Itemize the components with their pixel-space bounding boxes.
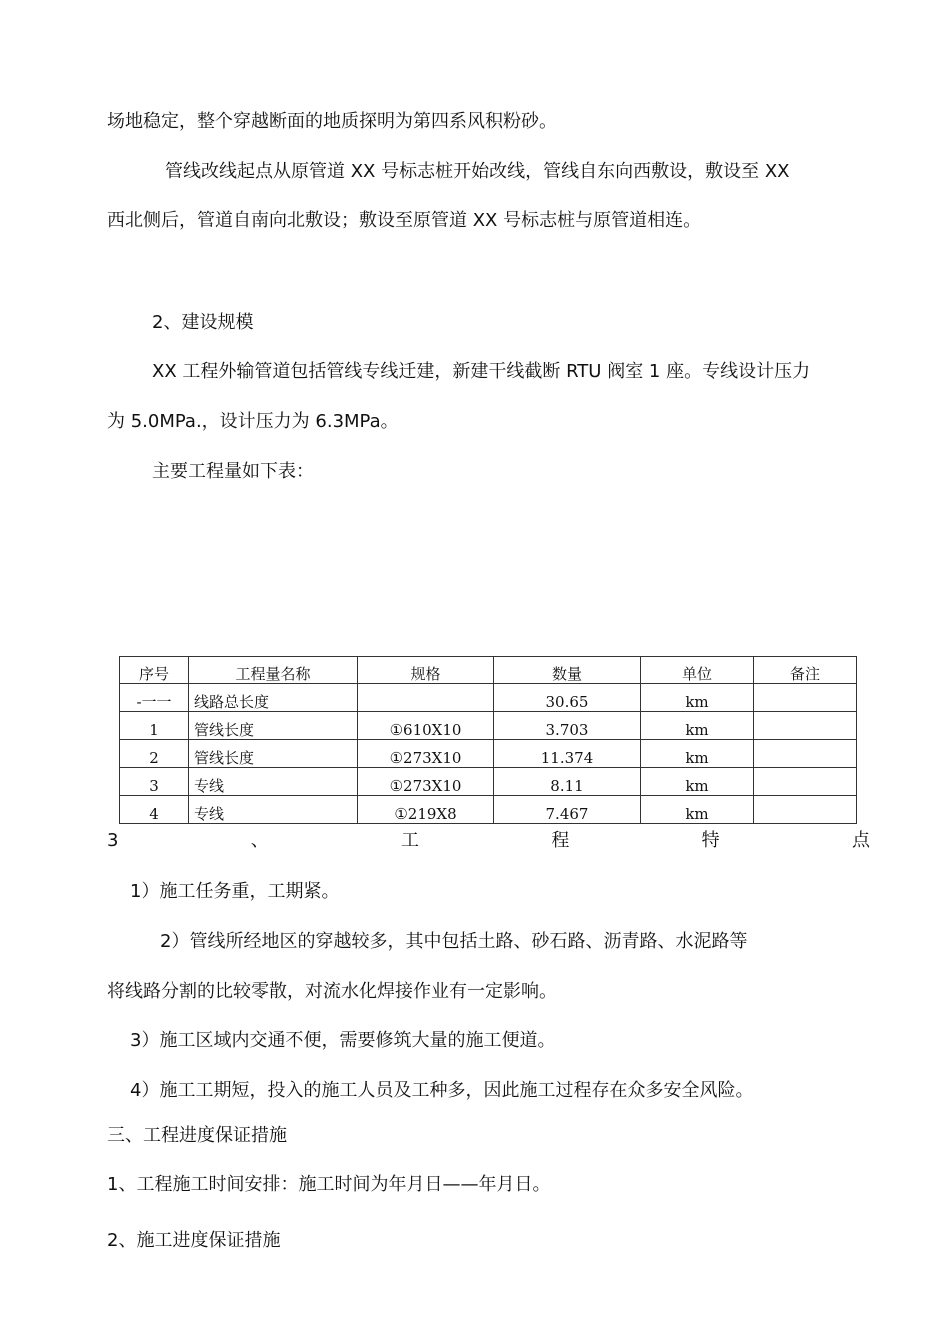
- cell-unit: km: [641, 796, 754, 824]
- feature-item-2: 2）管线所经地区的穿越较多，其中包括土路、砂石路、沥青路、水泥路等: [160, 931, 748, 952]
- cell-quantity: 7.467: [494, 796, 641, 824]
- paragraph-route-2: 西北侧后，管道自南向北敷设；敷设至原管道 XX 号标志桩与原管道相连。: [107, 210, 702, 231]
- cell-remark: [754, 712, 857, 740]
- cell-index: 1: [120, 712, 189, 740]
- cell-name: 专线: [189, 768, 358, 796]
- feature-item-3: 3）施工区域内交通不便，需要修筑大量的施工便道。: [130, 1030, 556, 1051]
- cell-spec: ①219X8: [358, 796, 494, 824]
- cell-unit: km: [641, 684, 754, 712]
- cell-unit: km: [641, 712, 754, 740]
- cell-spec: [358, 684, 494, 712]
- paragraph-scale-2: 为 5.0MPa.，设计压力为 6.3MPa。: [107, 411, 399, 432]
- header-remark: 备注: [754, 657, 857, 684]
- cell-index: 3: [120, 768, 189, 796]
- header-spec: 规格: [358, 657, 494, 684]
- cell-remark: [754, 768, 857, 796]
- paragraph-route-1: 管线改线起点从原管道 XX 号标志桩开始改线，管线自东向西敷设，敷设至 XX: [165, 161, 790, 182]
- table-header-row: [120, 657, 857, 684]
- feature-item-4: 4）施工工期短，投入的施工人员及工种多，因此施工过程存在众多安全风险。: [130, 1080, 754, 1101]
- cell-unit: km: [641, 768, 754, 796]
- table-row: [120, 684, 857, 712]
- heading-project-features: [107, 829, 870, 853]
- feature-item-2-cont: 将线路分割的比较零散，对流水化焊接作业有一定影响。: [107, 981, 557, 1002]
- cell-spec: ①273X10: [358, 768, 494, 796]
- cell-index: -一一: [120, 684, 189, 712]
- table-row: [120, 712, 857, 740]
- heading-char: 特: [701, 830, 720, 851]
- cell-name: 专线: [189, 796, 358, 824]
- header-name: 工程量名称: [189, 657, 358, 684]
- cell-spec: ①273X10: [358, 740, 494, 768]
- schedule-line: 1、工程施工时间安排：施工时间为年月日——年月日。: [107, 1174, 551, 1195]
- cell-spec: ①610X10: [358, 712, 494, 740]
- cell-index: 4: [120, 796, 189, 824]
- cell-unit: km: [641, 740, 754, 768]
- header-quantity: 数量: [494, 657, 641, 684]
- heading-construction-scale: 2、建设规模: [152, 312, 254, 333]
- cell-remark: [754, 740, 857, 768]
- cell-remark: [754, 796, 857, 824]
- progress-measures-heading: 2、施工进度保证措施: [107, 1230, 281, 1251]
- heading-char: 、: [250, 830, 269, 851]
- heading-char: 3: [107, 830, 119, 851]
- section-title-progress: 三、工程进度保证措施: [107, 1125, 287, 1146]
- paragraph-scale-1: XX 工程外输管道包括管线专线迁建，新建干线截断 RTU 阀室 1 座。专线设计压力: [152, 361, 811, 382]
- cell-quantity: 8.11: [494, 768, 641, 796]
- cell-quantity: 11.374: [494, 740, 641, 768]
- cell-index: 2: [120, 740, 189, 768]
- table-row: [120, 740, 857, 768]
- cell-quantity: 30.65: [494, 684, 641, 712]
- header-index: 序号: [120, 657, 189, 684]
- heading-char: 工: [401, 830, 420, 851]
- table-row: [120, 796, 857, 824]
- cell-remark: [754, 684, 857, 712]
- feature-item-1: 1）施工任务重，工期紧。: [130, 881, 340, 902]
- cell-quantity: 3.703: [494, 712, 641, 740]
- header-unit: 单位: [641, 657, 754, 684]
- table-row: [120, 768, 857, 796]
- cell-name: 管线长度: [189, 712, 358, 740]
- heading-char: 点: [851, 830, 870, 851]
- table-intro: 主要工程量如下表：: [152, 461, 314, 482]
- cell-name: 管线长度: [189, 740, 358, 768]
- quantity-table: [119, 656, 857, 824]
- heading-char: 程: [551, 830, 570, 851]
- paragraph-geology: 场地稳定，整个穿越断面的地质探明为第四系风积粉砂。: [107, 111, 557, 132]
- cell-name: 线路总长度: [189, 684, 358, 712]
